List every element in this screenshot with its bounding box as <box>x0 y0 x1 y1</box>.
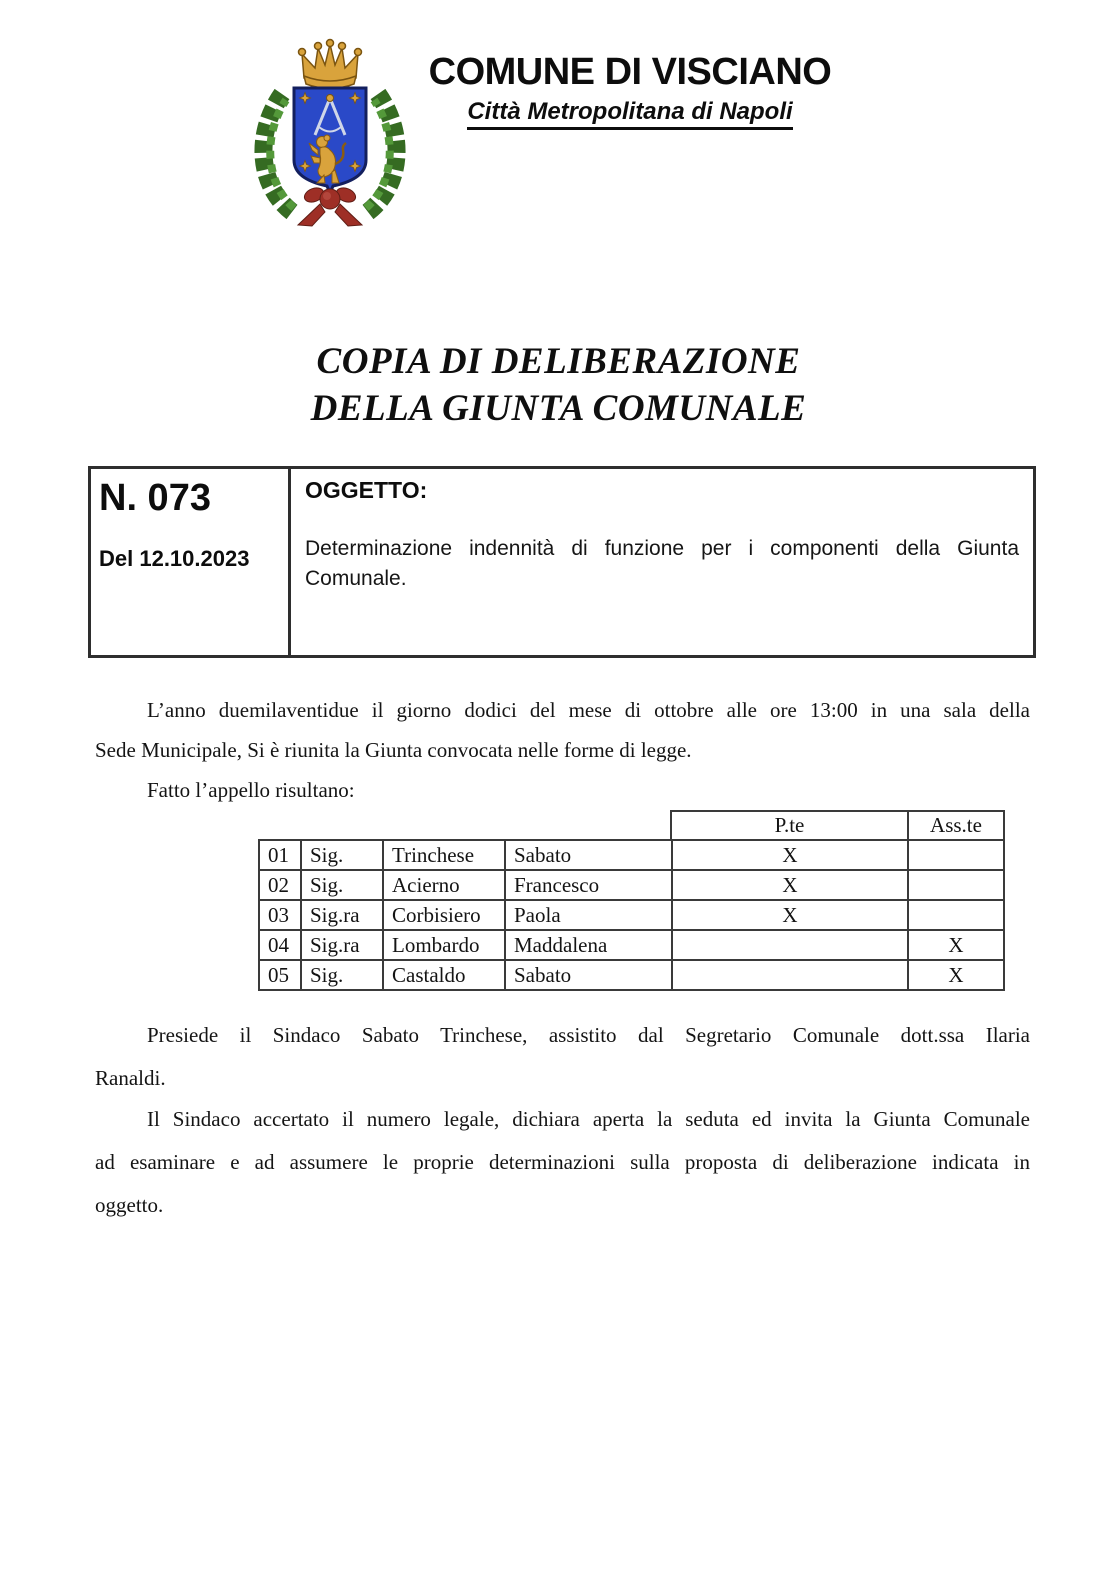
crown-icon <box>299 40 362 89</box>
paragraph-line: Presiede il Sindaco Sabato Trinchese, assistito dal Segretario Comunale dott.ssa Ilaria <box>147 1023 1030 1047</box>
document-title-line1: COPIA DI DELIBERAZIONE <box>316 341 801 382</box>
paragraph-legal-number <box>95 1098 1030 1227</box>
row-title-cell: Sig. <box>301 870 383 900</box>
table-row <box>259 960 1004 990</box>
document-title <box>0 338 1117 432</box>
row-title-cell: Sig.ra <box>301 900 383 930</box>
row-number-cell: 04 <box>259 930 301 960</box>
row-number-cell: 01 <box>259 840 301 870</box>
attendance-header-present: P.te <box>672 812 909 839</box>
municipality-title: COMUNE DI VISCIANO <box>428 51 832 93</box>
paragraph-line: ad esaminare e ad assumere le proprie determinazioni sulla proposta di deliberazione indicata in <box>95 1150 1030 1174</box>
row-title-cell: Sig.ra <box>301 930 383 960</box>
row-absent-cell: X <box>908 960 1004 990</box>
subject-text-line1: Determinazione indennità di funzione per i componenti della Giunta <box>305 537 1019 560</box>
subject-label: OGGETTO: <box>305 477 428 503</box>
row-surname-cell: Castaldo <box>383 960 505 990</box>
row-present-cell <box>672 930 908 960</box>
row-absent-cell <box>908 840 1004 870</box>
row-name-cell: Paola <box>505 900 672 930</box>
row-number-cell: 05 <box>259 960 301 990</box>
deliberation-subject-cell <box>291 469 1033 655</box>
paragraph-presides <box>95 1014 1030 1100</box>
attendance-rows <box>258 839 1005 991</box>
row-present-cell: X <box>672 900 908 930</box>
paragraph-roll-call <box>95 770 1030 810</box>
subject-text-line2: Comunale. <box>305 567 407 590</box>
subject-text <box>305 534 1019 594</box>
row-number-cell: 03 <box>259 900 301 930</box>
paragraph-line: oggetto. <box>95 1193 164 1217</box>
row-number-cell: 02 <box>259 870 301 900</box>
attendance-header-absent: Ass.te <box>930 813 982 837</box>
table-row <box>259 900 1004 930</box>
row-surname-cell: Corbisiero <box>383 900 505 930</box>
row-surname-cell: Acierno <box>383 870 505 900</box>
row-absent-cell <box>908 900 1004 930</box>
row-absent-cell <box>908 870 1004 900</box>
row-name-cell: Sabato <box>505 840 672 870</box>
row-name-cell: Maddalena <box>505 930 672 960</box>
row-surname-cell: Lombardo <box>383 930 505 960</box>
deliberation-number-cell <box>91 469 291 655</box>
deliberation-date: Del 12.10.2023 <box>99 546 250 571</box>
row-absent-cell: X <box>908 930 1004 960</box>
header <box>400 52 860 130</box>
row-present-cell: X <box>672 840 908 870</box>
table-row <box>259 840 1004 870</box>
municipality-subtitle: Città Metropolitana di Napoli <box>467 98 792 130</box>
row-title-cell: Sig. <box>301 960 383 990</box>
deliberation-header-box <box>88 466 1036 658</box>
row-surname-cell: Trinchese <box>383 840 505 870</box>
paragraph-session-opening <box>95 690 1030 770</box>
row-name-cell: Francesco <box>505 870 672 900</box>
row-name-cell: Sabato <box>505 960 672 990</box>
paragraph-line: Il Sindaco accertato il numero legale, dichiara aperta la seduta ed invita la Giunta Comunale <box>147 1107 1030 1131</box>
document-title-line2: DELLA GIUNTA COMUNALE <box>310 388 807 429</box>
attendance-table-header <box>670 810 1005 839</box>
municipal-coat-of-arms-icon <box>252 38 408 228</box>
row-present-cell <box>672 960 908 990</box>
row-present-cell: X <box>672 870 908 900</box>
ribbon-bow-icon <box>298 185 362 226</box>
deliberation-number: N. 073 <box>99 477 211 519</box>
row-title-cell: Sig. <box>301 840 383 870</box>
paragraph-line: Sede Municipale, Si è riunita la Giunta convocata nelle forme di legge. <box>95 738 692 762</box>
paragraph-line: Fatto l’appello risultano: <box>147 778 355 802</box>
paragraph-line: L’anno duemilaventidue il giorno dodici del mese di ottobre alle ore 13:00 in una sala della <box>147 698 1030 722</box>
paragraph-line: Ranaldi. <box>95 1066 166 1090</box>
table-row <box>259 930 1004 960</box>
attendance-table <box>258 810 1005 991</box>
table-row <box>259 870 1004 900</box>
